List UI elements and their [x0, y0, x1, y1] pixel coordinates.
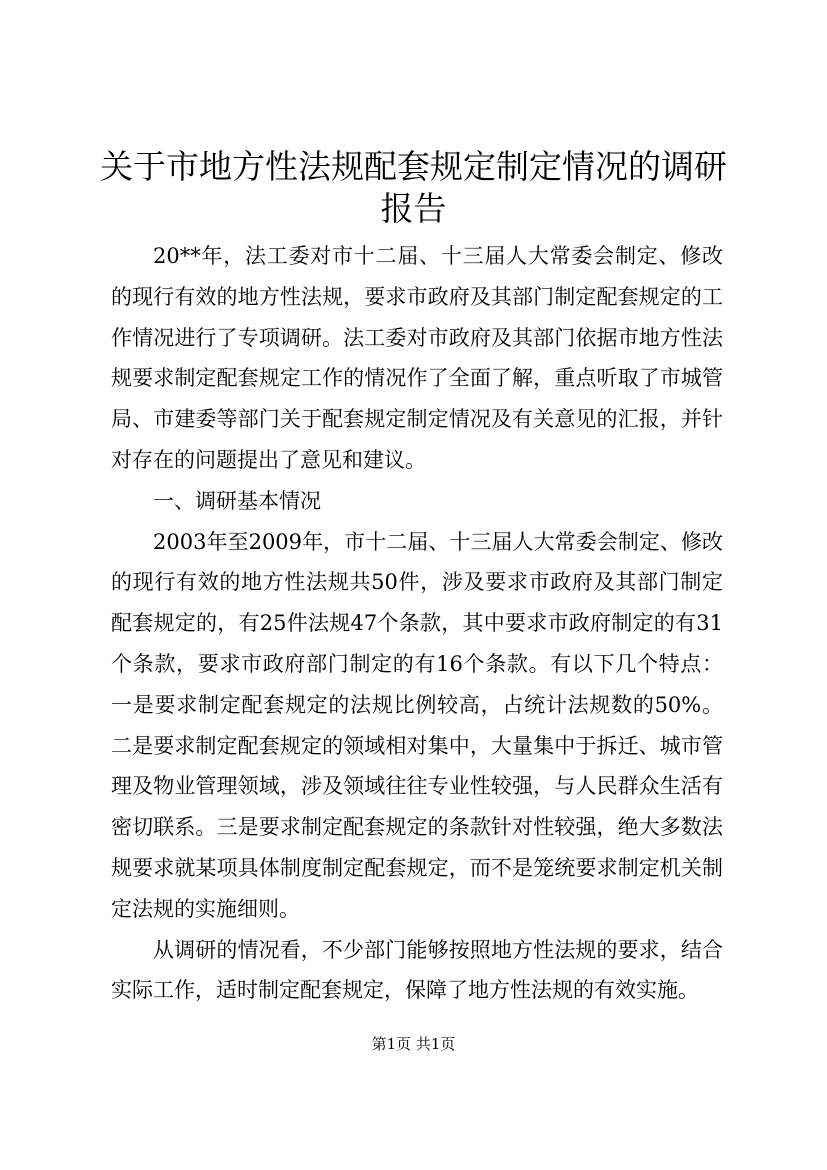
paragraph-findings: 从调研的情况看，不少部门能够按照地方性法规的要求，结合实际工作，适时制定配套规定，保障了地方性法规的有效实施。	[111, 937, 723, 1003]
document-body	[111, 236, 723, 1011]
paragraph-statistics: 2003年至2009年，市十二届、十三届人大常委会制定、修改的现行有效的地方性法规共50件，涉及要求市政府及其部门制定配套规定的，有25件法规47个条款，其中要求市政府制定的有31个条款，要求市政府部门制定的有16个条款。有以下几个特点：一是要求制定配套规定的法规比例较高，占统计法规数的50%。二是要求制定配套规定的领域相对集中，大量集中于拆迁、城市管理及物业管理领域，涉及领域往往专业性较强，与人民群众生活有密切联系。三是要求制定配套规定的条款针对性较强，绝大多数法规要求就某项具体制度制定配套规定，而不是笼统要求制定机关制定法规的实施细则。	[111, 529, 723, 921]
section-heading: 一、调研基本情况	[153, 488, 321, 513]
document-title: 关于市地方性法规配套规定制定情况的调研报告	[100, 147, 727, 228]
paragraph-intro: 20**年，法工委对市十二届、十三届人大常委会制定、修改的现行有效的地方性法规，要求市政府及其部门制定配套规定的工作情况进行了专项调研。法工委对市政府及其部门依据市地方性法规要求制定配套规定工作的情况作了全面了解，重点听取了市城管局、市建委等部门关于配套规定制定情况及有关意见的汇报，并针对存在的问题提出了意见和建议。	[111, 244, 723, 472]
page-footer: 第1页 共1页	[371, 1035, 456, 1053]
